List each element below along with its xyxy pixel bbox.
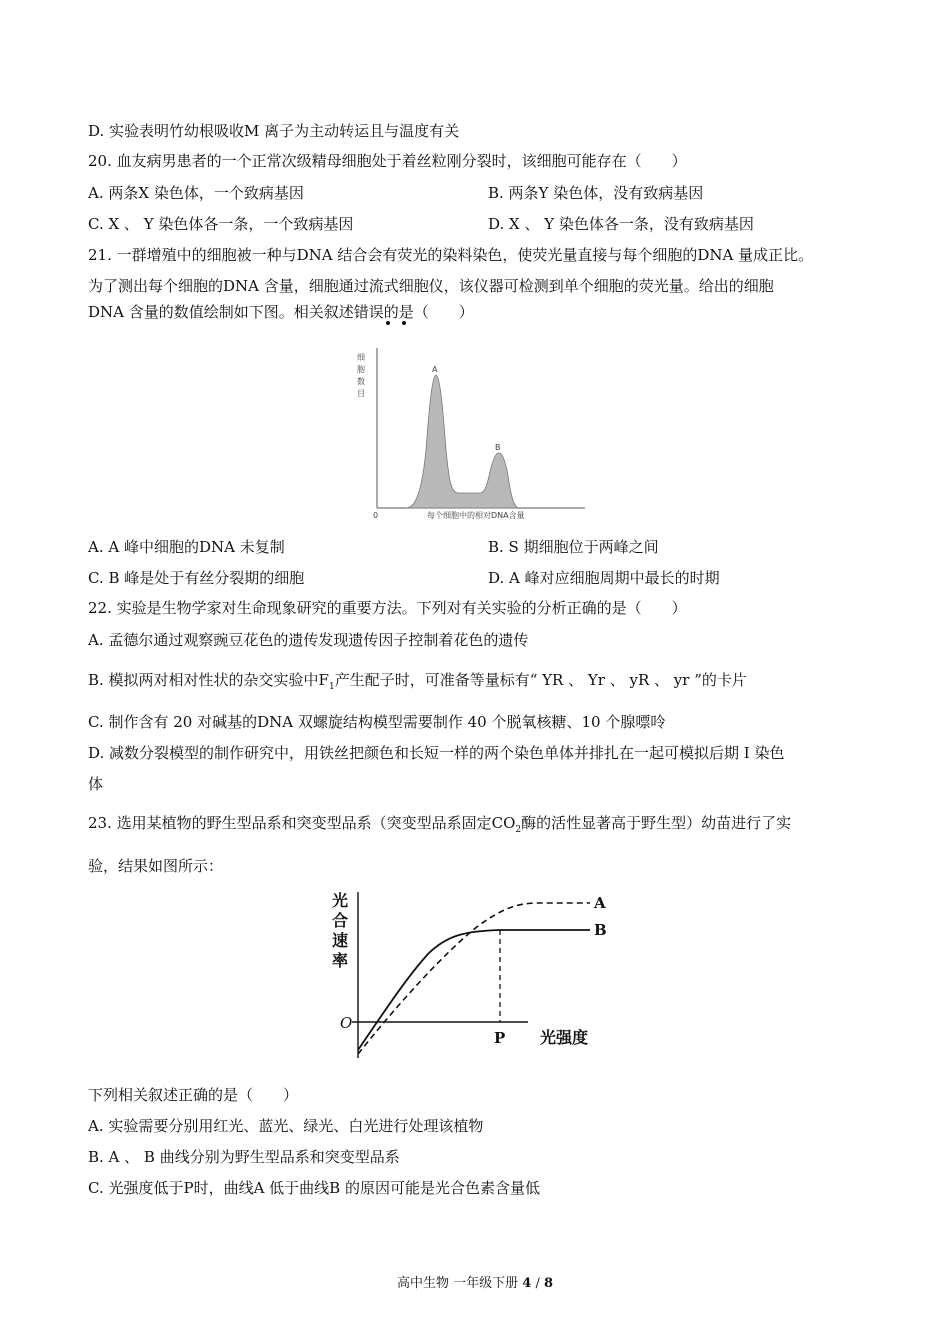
origin-label: O [340, 1014, 353, 1032]
peak-a-label: A [432, 365, 438, 374]
peak-b-label: B [495, 443, 501, 452]
q22-option-b [88, 670, 747, 697]
q19-option-d: D. 实验表明竹幼根吸收M 离子为主动转运且与温度有关 [88, 122, 460, 140]
q21-stem-line3: DNA 含量的数值绘制如下图。相关叙述错误的是（ ） [88, 303, 474, 321]
q20-option-b: B. 两条Y 染色体，没有致病基因 [488, 184, 704, 202]
q21-option-d: D. A 峰对应细胞周期中最长的时期 [488, 569, 720, 587]
q23-text: 23. 选用某植物的野生型品系和突变型品系（突变型品系固定CO [88, 814, 516, 832]
emphasis-dot [386, 321, 390, 325]
q20-option-c: C. X 、 Y 染色体各一条，一个致病基因 [88, 215, 354, 233]
y-label-char: 合 [332, 911, 349, 930]
q22-option-d-line1: D. 减数分裂模型的制作研究中，用铁丝把颜色和长短一样的两个染色单体并排扎在一起可模拟后期 I 染色 [88, 744, 785, 762]
q23-option-c: C. 光强度低于P时，曲线A 低于曲线B 的原因可能是光合色素含量低 [88, 1179, 540, 1197]
q22-option-a: A. 孟德尔通过观察豌豆花色的遗传发现遗传因子控制着花色的遗传 [88, 631, 529, 649]
curve-b-label: B [594, 921, 607, 939]
q22-option-d-line2: 体 [88, 775, 104, 793]
q23-option-b: B. A 、 B 曲线分别为野生型品系和突变型品系 [88, 1148, 400, 1166]
curve-a-label: A [594, 894, 606, 912]
q21-option-b: B. S 期细胞位于两峰之间 [488, 538, 659, 556]
q23-option-a: A. 实验需要分别用红光、蓝光、绿光、白光进行处理该植物 [88, 1117, 484, 1135]
histogram-area [406, 375, 518, 508]
p-label: P [494, 1029, 506, 1047]
q20-option-d: D. X 、 Y 染色体各一条，没有致病基因 [488, 215, 754, 233]
y-label-char: 目 [357, 389, 365, 398]
q21-stem-line1: 21. 一群增殖中的细胞被一种与DNA 结合会有荧光的染料染色，使荧光量直接与每个细胞的DNA 量成正比。 [88, 246, 814, 264]
q23-text: 酶的活性显著高于野生型）幼苗进行了实 [521, 814, 792, 832]
y-label-char: 速 [332, 931, 349, 950]
q21-option-a: A. A 峰中细胞的DNA 未复制 [88, 538, 285, 556]
x-axis-label: 光强度 [540, 1028, 589, 1047]
q22b-text: 产生配子时，可准备等量标有“ YR 、 Yr 、 yR 、 yr ”的卡片 [334, 671, 747, 689]
page-number: 4 [522, 1276, 532, 1291]
y-label-char: 细 [357, 353, 365, 362]
q20-option-a: A. 两条X 染色体，一个致病基因 [88, 184, 304, 202]
q22b-text: B. 模拟两对相对性状的杂交实验中F [88, 671, 329, 689]
y-label-char: 率 [332, 951, 349, 970]
q22-option-c: C. 制作含有 20 对碱基的DNA 双螺旋结构模型需要制作 40 个脱氧核糖、10 个腺嘌呤 [88, 713, 666, 731]
emphasis-dot [402, 321, 406, 325]
page-total: 8 [543, 1276, 554, 1291]
y-label-char: 光 [332, 891, 349, 910]
page-separator: / [535, 1276, 540, 1291]
footer-text: 高中生物 一年级下册 [396, 1276, 519, 1291]
q21-option-c: C. B 峰是处于有丝分裂期的细胞 [88, 569, 305, 587]
page-footer [0, 1272, 950, 1291]
q23-stem-line2: 验，结果如图所示： [88, 857, 224, 875]
q21-stem-line2: 为了测出每个细胞的DNA 含量，细胞通过流式细胞仪，该仪器可检测到单个细胞的荧光量。给出的细胞 [88, 277, 774, 295]
origin-label: 0 [373, 511, 379, 520]
subscript: 2 [515, 825, 522, 835]
q20-stem: 20. 血友病男患者的一个正常次级精母细胞处于着丝粒刚分裂时，该细胞可能存在（ ） [88, 152, 687, 170]
q23-stem-line1 [88, 813, 791, 840]
q22-stem: 22. 实验是生物学家对生命现象研究的重要方法。下列对有关实验的分析正确的是（ ） [88, 599, 687, 617]
photosynthesis-light-curve [328, 886, 628, 1071]
dna-content-histogram [340, 340, 600, 525]
y-label-char: 胞 [357, 365, 365, 374]
x-axis-label: 每个细胞中的相对DNA含量 [427, 511, 525, 520]
q23-ask: 下列相关叙述正确的是（ ） [88, 1086, 299, 1104]
y-label-char: 数 [357, 377, 365, 386]
subscript: 1 [328, 682, 335, 692]
